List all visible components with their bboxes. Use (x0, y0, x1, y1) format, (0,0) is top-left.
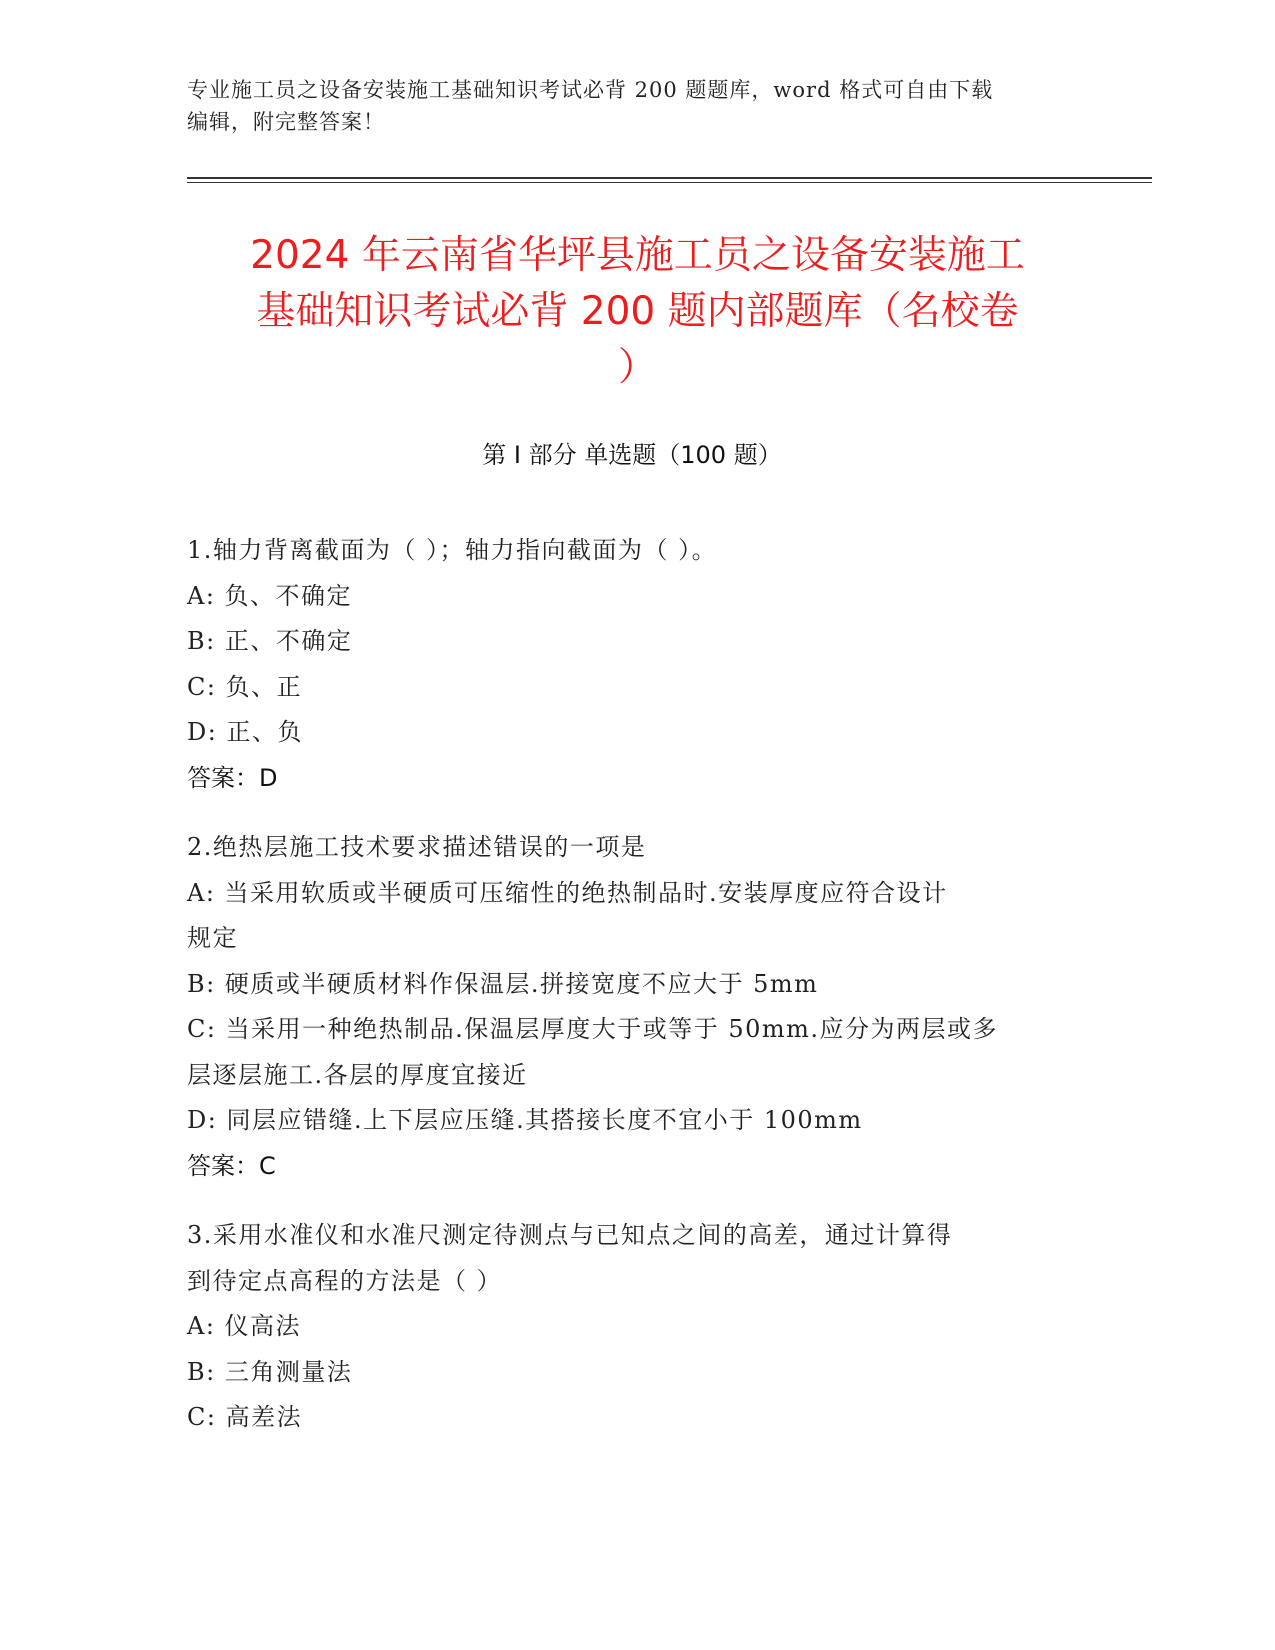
question-stem: 2.绝热层施工技术要求描述错误的一项是 (187, 833, 647, 861)
header-note (187, 74, 1067, 138)
answer-option (187, 619, 1087, 665)
answer-option (187, 871, 1087, 962)
answer-option (187, 665, 1087, 711)
title-line: ） (617, 345, 657, 390)
question-block (187, 1213, 1087, 1441)
title-line: 基础知识考试必背 200 题内部题库（名校卷 (256, 289, 1019, 334)
header-divider-thin (187, 182, 1152, 183)
answer-option (187, 1007, 1087, 1098)
option-text: C: 负、正 (187, 672, 303, 701)
question-stem: 1.轴力背离截面为（ ）；轴力指向截面为（ ）。 (187, 536, 718, 564)
option-text: C: 当采用一种绝热制品.保温层厚度大于或等于 50mm.应分为两层或多 (187, 1015, 999, 1043)
answer-option (187, 1098, 1087, 1144)
option-text: D: 正、负 (187, 718, 303, 746)
answer-option (187, 710, 1087, 756)
answer-option (187, 1304, 1087, 1350)
option-text: A: 仪高法 (187, 1312, 302, 1340)
answer-option (187, 1395, 1087, 1441)
option-text: A: 当采用软质或半硬质可压缩性的绝热制品时.安装厚度应符合设计 (187, 878, 948, 907)
option-text: B: 硬质或半硬质材料作保温层.拼接宽度不应大于 5mm (187, 969, 819, 998)
option-text: 规定 (187, 924, 238, 952)
document-title (150, 228, 1125, 396)
section-heading: 第 I 部分 单选题（100 题） (482, 441, 782, 469)
question-block (187, 825, 1087, 1189)
question-list (187, 528, 1087, 1465)
option-text: B: 正、不确定 (187, 627, 353, 655)
header-note-line: 编辑，附完整答案！ (187, 110, 385, 134)
answer-key: 答案：D (187, 763, 278, 792)
option-text: A: 负、不确定 (187, 581, 353, 610)
question-stem: 3.采用水准仪和水准尺测定待测点与已知点之间的高差，通过计算得 (187, 1221, 953, 1249)
question-block (187, 528, 1087, 801)
option-text: 层逐层施工.各层的厚度宜接近 (187, 1060, 528, 1089)
title-line: 2024 年云南省华坪县施工员之设备安装施工 (250, 233, 1025, 278)
question-stem: 到待定点高程的方法是（ ） (187, 1266, 503, 1295)
option-text: B: 三角测量法 (187, 1357, 353, 1386)
answer-option (187, 1350, 1087, 1396)
answer-option (187, 962, 1087, 1008)
header-note-line: 专业施工员之设备安装施工基础知识考试必背 200 题题库，word 格式可自由下载 (187, 78, 994, 102)
answer-option (187, 574, 1087, 620)
header-divider-thick (187, 177, 1152, 179)
answer-key: 答案：C (187, 1151, 276, 1180)
option-text: D: 同层应错缝.上下层应压缝.其搭接长度不宜小于 100mm (187, 1106, 863, 1134)
option-text: C: 高差法 (187, 1403, 303, 1431)
